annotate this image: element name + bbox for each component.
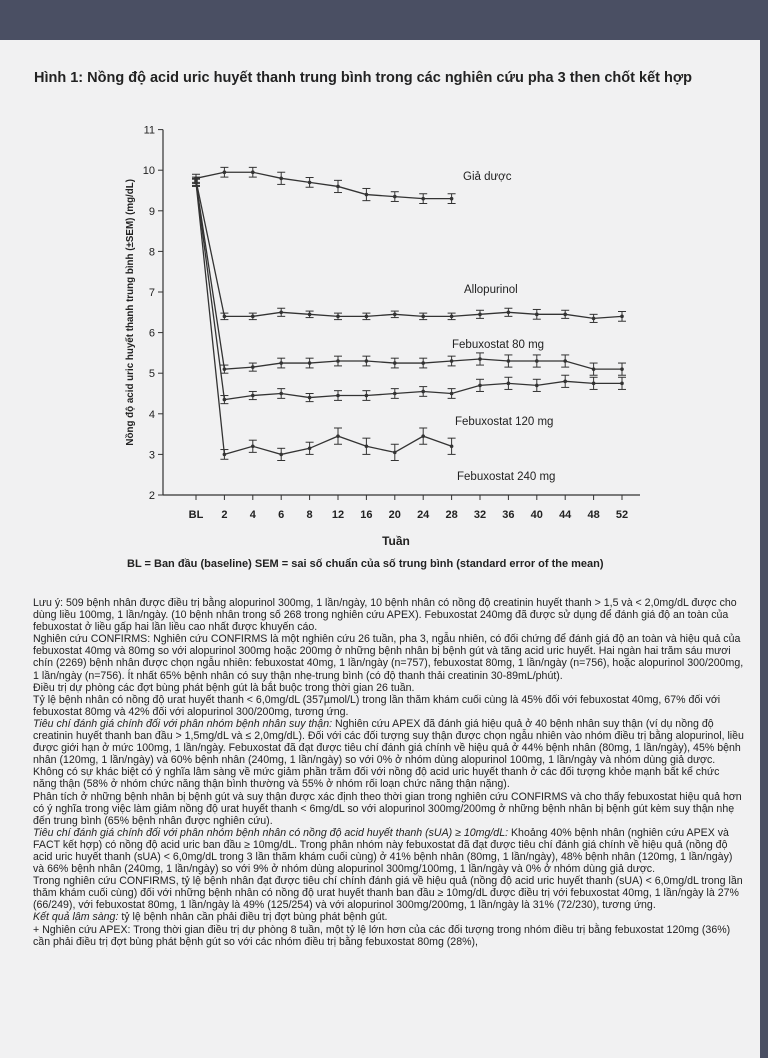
x-tick-label: 24	[417, 509, 430, 521]
data-point	[223, 315, 227, 319]
data-point	[365, 193, 369, 197]
y-tick-label: 4	[148, 408, 155, 421]
series-label: Febuxostat 80 mg	[452, 339, 545, 351]
data-point	[223, 170, 227, 174]
series-label: Allopurinol	[464, 284, 518, 296]
note-paragraph: Không có sự khác biệt có ý nghĩa lâm sàng về mức giảm phần trăm đối với nồng độ acid uric huyết thanh ở các đối tượng khỏe mạnh bất kể chức năng thận (58% ở nhóm chức năng thận bình thường và 55% ở nhóm rối loạn chức năng thận nặng).	[33, 766, 720, 791]
series-line	[196, 182, 452, 454]
data-point	[223, 367, 227, 371]
note-paragraph: Lưu ý: 509 bệnh nhân được điều trị bằng alopurinol 300mg, 1 lần/ngày, 10 bệnh nhân có nồng độ creatinin huyết thanh > 1,5 và < 2,0mg/dL được cho dùng liều 100mg, 1 lần/ngày. (10 bệnh nhân trong số 268 trong nghiên cứu APEX). Febuxostat 240mg đã được sử dụng để đánh giá độ an toàn của febuxostat ở liều gấp hai lần liều cao nhất được khuyến cáo.	[33, 597, 737, 634]
data-point	[308, 361, 312, 365]
x-tick-label: 44	[559, 509, 572, 521]
figure-title: Hình 1: Nồng độ acid uric huyết thanh trung bình trong các nghiên cứu pha 3 then chốt kết hợp	[34, 70, 693, 86]
data-point	[592, 367, 596, 371]
series-label: Febuxostat 240 mg	[457, 471, 556, 483]
x-tick-label: 6	[278, 509, 285, 521]
data-point	[478, 313, 482, 317]
data-point	[393, 361, 397, 365]
data-point	[620, 367, 624, 371]
y-axis-label: Nồng độ acid uric huyết thanh trung bình (±SEM) (mg/dL)	[125, 178, 136, 446]
data-point	[365, 315, 369, 319]
note-paragraph	[33, 911, 745, 923]
y-tick-label: 2	[148, 490, 155, 502]
data-point	[450, 315, 454, 319]
note-paragraph: Trong nghiên cứu CONFIRMS, tỷ lệ bệnh nhân đạt được tiêu chí chính đánh giá về hiệu quả (nồng độ acid uric huyết thanh (sUA) < 6,0mg/dL trong lần thăm khám cuối cùng) đối với những bệnh nhân có nồng độ urat huyết thanh ban đầu ≥ 10mg/dL được điều trị với febuxostat 40mg, 1 lần/ngày là 27% (66/249), với febuxostat 80mg, 1 lần/ngày là 49% (125/254) và với alopurinol 300mg/200mg, 1 lần/ngày là 31% (72/230), tương ứng.	[33, 875, 743, 912]
series-label: Febuxostat 120 mg	[455, 416, 554, 428]
data-point	[251, 365, 255, 369]
data-point	[336, 394, 340, 398]
data-point	[507, 359, 511, 363]
line-chart	[0, 40, 760, 580]
data-point	[535, 384, 539, 388]
data-point	[421, 390, 425, 394]
x-tick-label: 40	[530, 509, 543, 521]
note-paragraph: + Nghiên cứu APEX: Trong thời gian điều trị dự phòng 8 tuần, một tỷ lệ lớn hơn của các đối tượng trong nhóm điều trị bằng febuxostat 120mg (36%) cần phải điều trị đợt bùng phát bệnh gút so với các nhóm điều trị bằng febuxostat 80mg (28%),	[33, 923, 731, 948]
data-point	[279, 361, 283, 365]
x-tick-label: 4	[249, 509, 256, 521]
x-tick-label: 12	[331, 509, 345, 521]
series-line	[196, 172, 452, 198]
data-point	[308, 396, 312, 400]
data-point	[336, 185, 340, 189]
note-result-body: tỷ lệ bệnh nhân cần phải điều trị đợt bùng phát bệnh gút.	[118, 911, 388, 924]
note-paragraph	[33, 827, 745, 875]
data-point	[194, 181, 198, 185]
x-axis-label: Tuần	[382, 534, 410, 548]
x-tick-label: 2	[221, 509, 228, 521]
data-point	[223, 398, 227, 402]
document-page	[0, 40, 760, 1058]
data-point	[365, 359, 369, 363]
note-criterion-body: Nghiên cứu APEX đã đánh giá hiệu quả ở 40 bệnh nhân suy thận (ví dụ nồng độ creatinin huyết thanh ban đầu > 1,5mg/dL và ≤ 2,0mg/dL). Đối với các đối tượng suy thận được chọn ngẫu nhiên vào nhóm điều trị bằng alopurinol, liều được giới hạn ở mức 100mg, 1 lần/ngày. Febuxostat đã đạt được tiêu chí đánh giá chính về hiệu quả ở 44% bệnh nhân (80mg, 1 lần/ngày), 45% bệnh nhân (120mg, 1 lần/ngày) và 60% bệnh nhân (240mg, 1 lần/ngày) so với 0% ở nhóm dùng alopurinol 100mg, 1 lần/ngày và nhóm dùng giả dược.	[33, 717, 744, 767]
data-point	[535, 313, 539, 317]
x-tick-label: 16	[360, 509, 373, 521]
data-point	[620, 382, 624, 386]
data-point	[450, 392, 454, 396]
data-point	[563, 313, 567, 317]
note-paragraph: Phân tích ở những bệnh nhân bị bệnh gút và suy thận được xác định theo thời gian trong nghiên cứu CONFIRMS và cho thấy febuxostat hiệu quả hơn có ý nghĩa trong việc làm giảm nồng độ urat huyết thanh < 6mg/dL so với alopurinol 300mg/200mg ở những bệnh nhân bị bệnh gút kèm suy thận nhẹ đến trung bình (65% bệnh nhân được nghiên cứu).	[33, 790, 742, 827]
data-point	[251, 444, 255, 448]
data-point	[535, 359, 539, 363]
note-paragraph	[33, 718, 745, 766]
data-point	[251, 394, 255, 398]
note-criterion-body: Khoảng 40% bệnh nhân (nghiên cứu APEX và FACT kết hợp) có nồng độ acid uric ban đầu ≥ 10mg/dL. Trong phân nhóm này febuxostat đã đạt được tiêu chí đánh giá chính về hiệu quả (nồng độ acid uric huyết thanh (sUA) < 6,0mg/dL trong 3 lần thăm khám cuối cùng) ở 41% bệnh nhân (80mg, 1 lần/ngày), 48% bệnh nhân (120mg, 1 lần/ngày) và 66% bệnh nhân (240mg, 1 lần/ngày) so với 9% ở nhóm dùng alopurinol 300mg/100mg, 1 lần/ngày và 0% ở nhóm dùng giả dược.	[33, 826, 733, 876]
data-point	[393, 195, 397, 199]
x-tick-label: 32	[473, 509, 487, 521]
series-line	[196, 182, 622, 369]
data-point	[421, 315, 425, 319]
data-point	[393, 392, 397, 396]
data-point	[308, 447, 312, 451]
y-tick-label: 5	[148, 368, 155, 381]
data-point	[279, 453, 283, 457]
series-label: Giả dược	[463, 171, 512, 183]
data-point	[592, 317, 596, 321]
note-paragraph: Nghiên cứu CONFIRMS: Nghiên cứu CONFIRMS là một nghiên cứu 26 tuần, pha 3, ngẫu nhiên, có đối chứng để đánh giá độ an toàn và hiệu quả của febuxostat 40mg và 80mg so với alopurinol 300mg hoặc 200mg ở những bệnh nhân bị bệnh gút và tăng acid uric huyết. Hai ngàn hai trăm sáu mươi chín (2269) bệnh nhân được chọn ngẫu nhiên: febuxostat 40mg, 1 lần/ngày (n=757), febuxostat 80mg, 1 lần/ngày (n=756), hoặc alopurinol 300/200mg, 1 lần/ngày (n=756). Ít nhất 65% bệnh nhân có suy thận nhẹ-trung bình (có độ thanh thải creatinin 30-89mL/phút).	[33, 633, 744, 682]
data-point	[478, 357, 482, 361]
y-tick-label: 8	[148, 246, 155, 259]
y-tick-label: 10	[142, 165, 155, 178]
data-point	[563, 359, 567, 363]
data-point	[336, 359, 340, 363]
data-point	[450, 359, 454, 363]
x-tick-label: 36	[502, 509, 515, 521]
data-point	[365, 394, 369, 398]
data-point	[563, 380, 567, 384]
data-point	[336, 315, 340, 319]
data-point	[450, 197, 454, 201]
data-point	[336, 434, 340, 438]
data-point	[279, 311, 283, 315]
data-point	[223, 453, 227, 457]
data-point	[421, 361, 425, 365]
data-point	[393, 313, 397, 317]
y-tick-label: 11	[143, 124, 155, 137]
y-tick-label: 9	[148, 205, 155, 218]
note-paragraph: Điều trị dự phòng các đợt bùng phát bệnh gút là bắt buộc trong thời gian 26 tuần.	[33, 681, 415, 694]
x-tick-label: BL	[188, 509, 204, 521]
x-tick-label: 52	[615, 509, 629, 521]
x-tick-label: 8	[306, 509, 313, 521]
data-point	[620, 315, 624, 319]
data-point	[365, 444, 369, 448]
data-point	[279, 177, 283, 181]
data-point	[478, 384, 482, 388]
data-point	[450, 444, 454, 448]
data-point	[592, 382, 596, 386]
data-point	[251, 315, 255, 319]
data-point	[507, 311, 511, 315]
data-point	[251, 170, 255, 174]
chart-footnote: BL = Ban đầu (baseline) SEM = sai số chuẩn của số trung bình (standard error of the mean)	[127, 558, 604, 570]
x-tick-label: 20	[388, 509, 401, 521]
x-tick-label: 28	[445, 509, 458, 521]
data-point	[421, 197, 425, 201]
series-line	[196, 182, 622, 399]
x-tick-label: 48	[587, 509, 600, 521]
data-point	[308, 313, 312, 317]
data-point	[507, 382, 511, 386]
note-criterion-label: Tiêu chí đánh giá chính đối với phân nhóm bệnh nhân có nồng độ acid huyết thanh (sUA) ≥ 10mg/dL:	[33, 826, 509, 839]
y-tick-label: 3	[148, 449, 155, 462]
data-point	[279, 392, 283, 396]
y-tick-label: 7	[148, 287, 155, 299]
note-result-label: Kết quả lâm sàng:	[33, 911, 119, 924]
data-point	[393, 451, 397, 455]
note-criterion-label: Tiêu chí đánh giá chính đối với phân nhóm bệnh nhân suy thận:	[33, 717, 333, 730]
data-point	[308, 181, 312, 185]
series-line	[196, 180, 622, 318]
y-tick-label: 6	[148, 327, 155, 340]
notes-block	[33, 597, 745, 948]
note-paragraph: Tỷ lệ bệnh nhân có nồng độ urat huyết thanh < 6,0mg/dL (357µmol/L) trong lần thăm khám cuối cùng là 45% đối với febuxostat 40mg, 67% đối với febuxostat 80mg và 42% đối với alopurinol 300/200mg, tương ứng.	[33, 693, 721, 718]
data-point	[421, 434, 425, 438]
